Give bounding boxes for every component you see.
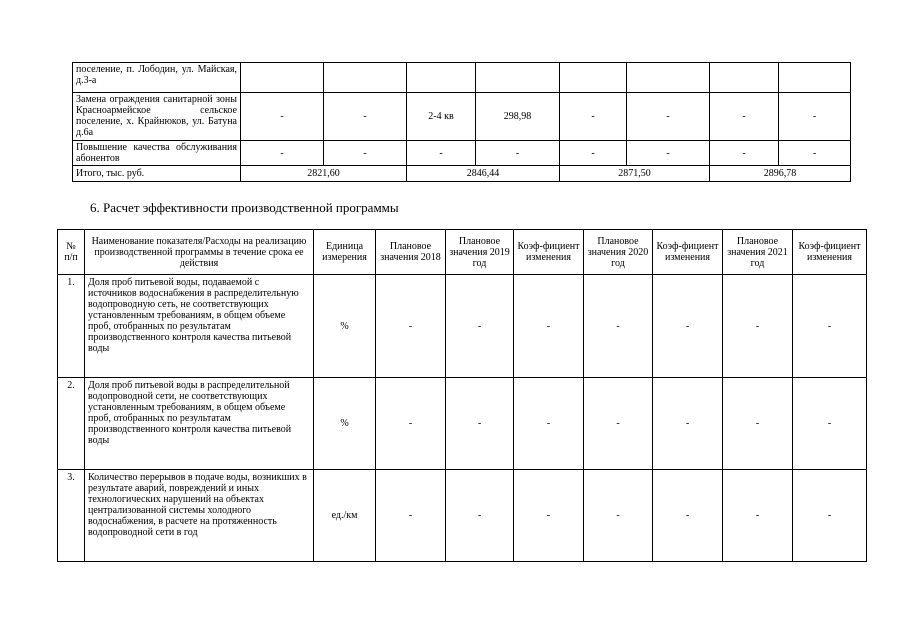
row-value: - <box>584 378 653 470</box>
row-name: Доля проб питьевой воды, подаваемой с источников водоснабжения в распределительную водопроводную сеть, не соответствующих установленным требованиям, в общем объеме проб, отобранных по результатам производственного контроля качества питьевой воды <box>85 275 314 378</box>
row-value: - <box>723 470 793 562</box>
col-header-name: Наименование показателя/Расходы на реализацию производственной программы в течение срока ее действия <box>85 230 314 275</box>
budget-cell <box>241 63 324 93</box>
header-row <box>58 230 867 275</box>
row-value: - <box>376 378 446 470</box>
table-row <box>58 470 867 562</box>
row-value: - <box>446 275 514 378</box>
budget-cell: - <box>627 93 710 141</box>
col-header-coef: Коэф-фициент изменения <box>793 230 867 275</box>
budget-cell: 2-4 кв <box>407 93 476 141</box>
budget-total-label: Итого, тыс. руб. <box>73 166 241 182</box>
budget-row-name: поселение, п. Лободин, ул. Майская, д.3-а <box>73 63 241 93</box>
row-value: - <box>653 378 723 470</box>
budget-cell <box>476 63 560 93</box>
row-value: - <box>793 470 867 562</box>
row-unit: % <box>314 275 376 378</box>
row-name: Доля проб питьевой воды в распределительной водопроводной сети, не соответствующих установленным требованиям, в общем объеме проб, отобранных по результатам производственного контроля качества питьевой воды <box>85 378 314 470</box>
budget-cell <box>560 63 627 93</box>
row-unit: % <box>314 378 376 470</box>
budget-total-value: 2821,60 <box>241 166 407 182</box>
row-value: - <box>514 275 584 378</box>
budget-cell: - <box>241 141 324 166</box>
row-num: 2. <box>58 378 85 470</box>
budget-cell: - <box>324 93 407 141</box>
row-value: - <box>723 378 793 470</box>
table-row <box>58 275 867 378</box>
budget-table <box>72 62 851 182</box>
row-unit: ед./км <box>314 470 376 562</box>
row-value: - <box>446 378 514 470</box>
budget-cell: - <box>476 141 560 166</box>
budget-cell <box>627 63 710 93</box>
col-header-coef: Коэф-фициент изменения <box>653 230 723 275</box>
budget-cell: - <box>324 141 407 166</box>
budget-row-name: Замена ограждения санитарной зоны Красноармейское сельское поселение, х. Крайнюков, ул. Батуна д.6а <box>73 93 241 141</box>
col-header-unit: Единица измерения <box>314 230 376 275</box>
budget-cell: - <box>627 141 710 166</box>
row-value: - <box>376 275 446 378</box>
col-header-plan-2021: Плановое значения 2021 год <box>723 230 793 275</box>
row-num: 1. <box>58 275 85 378</box>
budget-cell: - <box>710 141 779 166</box>
budget-row <box>73 93 851 141</box>
row-value: - <box>514 378 584 470</box>
budget-cell: - <box>560 93 627 141</box>
row-value: - <box>446 470 514 562</box>
budget-cell: 298,98 <box>476 93 560 141</box>
row-value: - <box>584 470 653 562</box>
col-header-plan-2019: Плановое значения 2019 год <box>446 230 514 275</box>
budget-cell: - <box>560 141 627 166</box>
budget-total-value: 2846,44 <box>407 166 560 182</box>
row-num: 3. <box>58 470 85 562</box>
budget-total-row <box>73 166 851 182</box>
budget-total-value: 2896,78 <box>710 166 851 182</box>
row-value: - <box>514 470 584 562</box>
col-header-coef: Коэф-фициент изменения <box>514 230 584 275</box>
budget-row <box>73 63 851 93</box>
col-header-plan-2020: Плановое значения 2020 год <box>584 230 653 275</box>
section-title: 6. Расчет эффективности производственной программы <box>90 200 399 215</box>
budget-cell <box>779 63 851 93</box>
budget-cell: - <box>779 93 851 141</box>
row-value: - <box>653 470 723 562</box>
row-value: - <box>376 470 446 562</box>
budget-cell: - <box>241 93 324 141</box>
budget-total-value: 2871,50 <box>560 166 710 182</box>
row-name: Количество перерывов в подаче воды, возникших в результате аварий, повреждений и иных технологических нарушений на объектах централизованной системы холодного водоснабжения, в расчете на протяженность водопроводной сети в год <box>85 470 314 562</box>
budget-row <box>73 141 851 166</box>
col-header-num: № п/п <box>58 230 85 275</box>
row-value: - <box>653 275 723 378</box>
budget-cell <box>407 63 476 93</box>
table-row <box>58 378 867 470</box>
col-header-plan-2018: Плановое значения 2018 <box>376 230 446 275</box>
budget-row-name: Повышение качества обслуживания абонентов <box>73 141 241 166</box>
efficiency-table <box>57 229 867 562</box>
budget-cell: - <box>710 93 779 141</box>
budget-cell: - <box>407 141 476 166</box>
budget-cell <box>710 63 779 93</box>
budget-cell <box>324 63 407 93</box>
row-value: - <box>793 275 867 378</box>
row-value: - <box>793 378 867 470</box>
row-value: - <box>723 275 793 378</box>
budget-cell: - <box>779 141 851 166</box>
row-value: - <box>584 275 653 378</box>
